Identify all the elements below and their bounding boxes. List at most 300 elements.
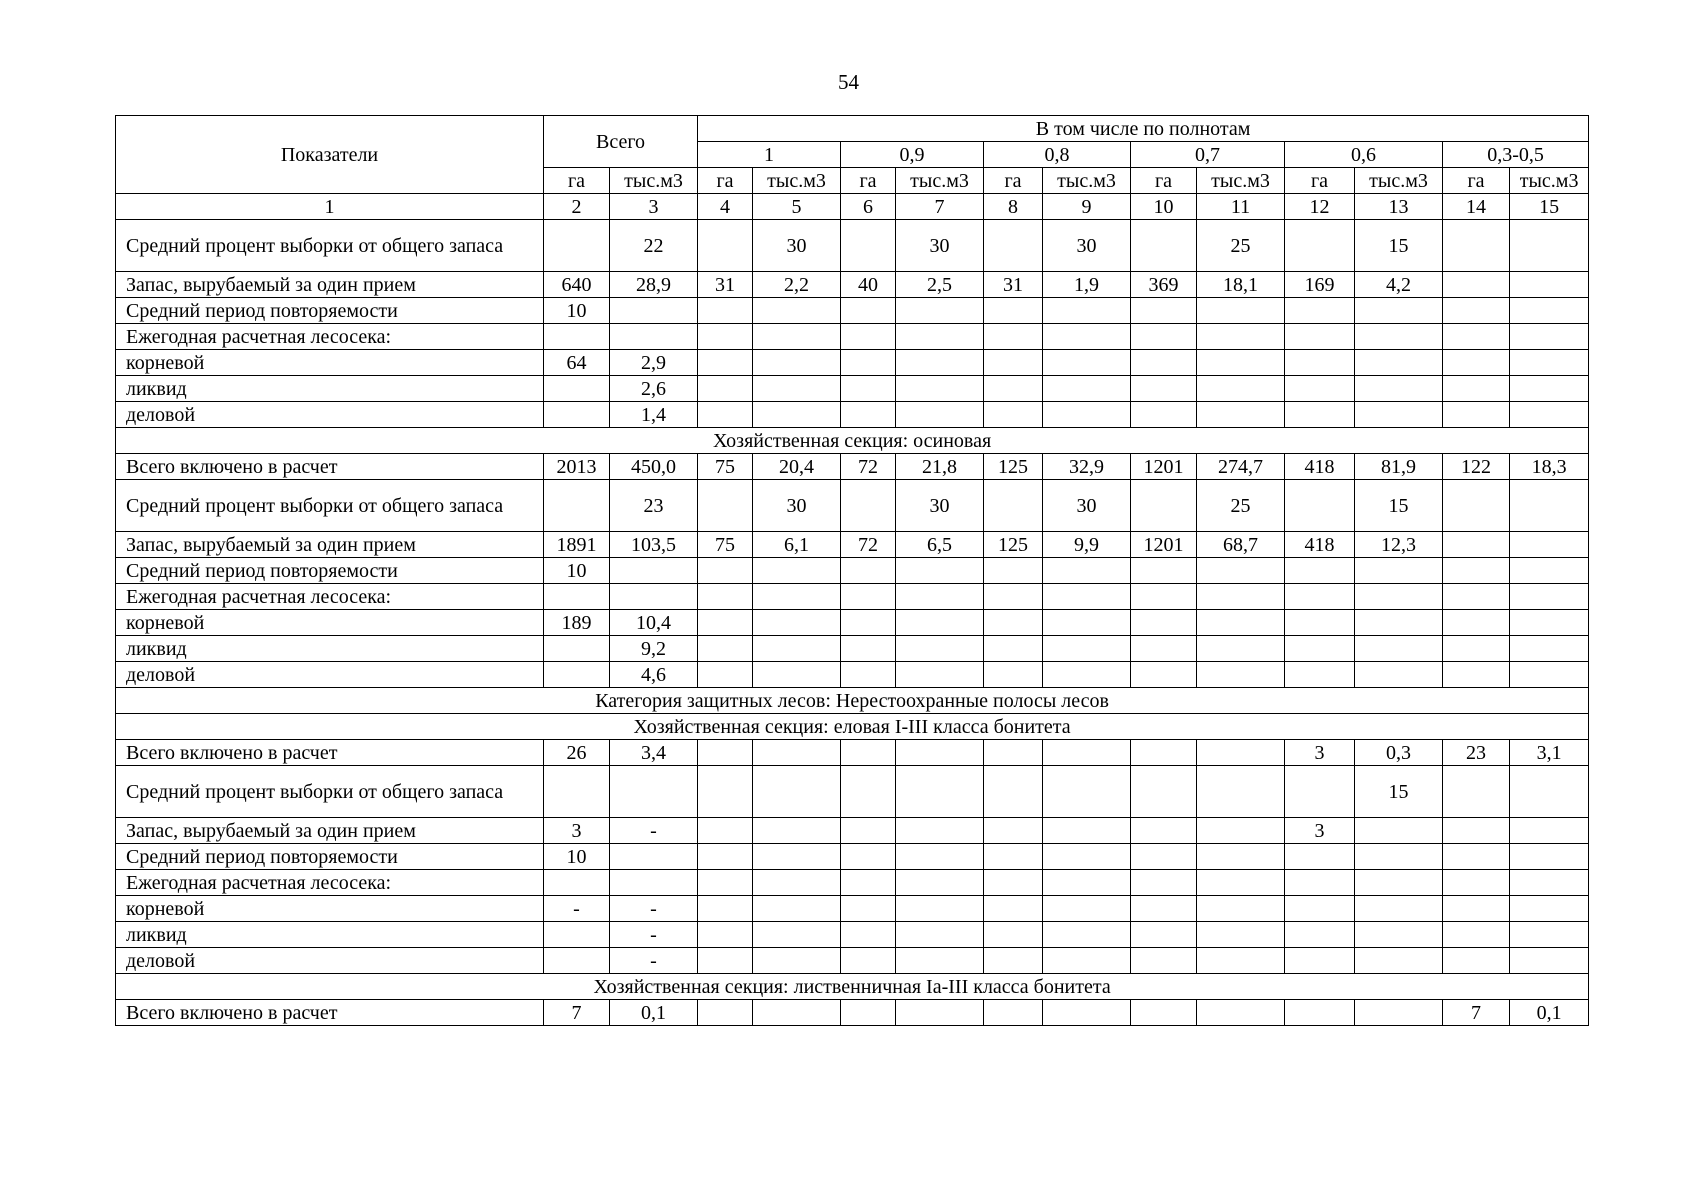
- header-density-group: 0,9: [841, 142, 984, 168]
- table-cell: [896, 610, 984, 636]
- table-cell: [841, 402, 896, 428]
- table-cell: [698, 818, 753, 844]
- table-row: [116, 532, 1589, 558]
- table-cell: [544, 948, 610, 974]
- table-cell: [1285, 844, 1355, 870]
- header-density-group: 0,6: [1285, 142, 1443, 168]
- table-cell: [698, 480, 753, 532]
- table-cell: [1043, 818, 1131, 844]
- table-cell: [1443, 402, 1510, 428]
- row-label: Средний период повторяемости: [116, 844, 544, 870]
- table-cell: 3,1: [1510, 740, 1589, 766]
- header-column-number: 10: [1131, 194, 1197, 220]
- table-cell: 15: [1355, 480, 1443, 532]
- table-cell: [698, 870, 753, 896]
- table-cell: [1443, 610, 1510, 636]
- row-label: Всего включено в расчет: [116, 454, 544, 480]
- table-cell: 12,3: [1355, 532, 1443, 558]
- table-cell: 2013: [544, 454, 610, 480]
- header-unit: га: [1285, 168, 1355, 194]
- table-cell: [1043, 896, 1131, 922]
- table-cell: [1131, 480, 1197, 532]
- table-cell: [698, 324, 753, 350]
- table-cell: [1510, 376, 1589, 402]
- table-cell: [841, 870, 896, 896]
- table-body: [116, 220, 1589, 1026]
- table-cell: [1355, 662, 1443, 688]
- table-cell: [544, 766, 610, 818]
- table-cell: [1510, 298, 1589, 324]
- table-cell: 10: [544, 844, 610, 870]
- table-cell: [1131, 818, 1197, 844]
- table-cell: [1285, 584, 1355, 610]
- header-indicators: Показатели: [116, 116, 544, 194]
- table-cell: [753, 948, 841, 974]
- table-cell: [896, 662, 984, 688]
- header-unit: тыс.м3: [896, 168, 984, 194]
- row-label: ликвид: [116, 636, 544, 662]
- table-cell: [896, 376, 984, 402]
- table-cell: 30: [896, 220, 984, 272]
- table-cell: [698, 740, 753, 766]
- table-cell: 450,0: [610, 454, 698, 480]
- table-row: [116, 402, 1589, 428]
- table-cell: 3: [544, 818, 610, 844]
- table-cell: [1510, 584, 1589, 610]
- table-cell: [698, 584, 753, 610]
- table-cell: [1510, 532, 1589, 558]
- header-column-number: 8: [984, 194, 1043, 220]
- table-cell: [984, 376, 1043, 402]
- table-cell: 18,3: [1510, 454, 1589, 480]
- table-cell: [753, 636, 841, 662]
- table-cell: [984, 558, 1043, 584]
- table-cell: [984, 948, 1043, 974]
- table-cell: [1355, 324, 1443, 350]
- header-density-group: 0,3-0,5: [1443, 142, 1589, 168]
- section-title: Хозяйственная секция: осиновая: [116, 428, 1589, 454]
- table-cell: [1131, 558, 1197, 584]
- table-cell: 15: [1355, 220, 1443, 272]
- table-cell: [1355, 558, 1443, 584]
- table-cell: 23: [610, 480, 698, 532]
- table-cell: [1197, 896, 1285, 922]
- table-row: [116, 610, 1589, 636]
- header-unit: тыс.м3: [1197, 168, 1285, 194]
- table-row: [116, 324, 1589, 350]
- table-cell: [1355, 844, 1443, 870]
- table-cell: 4,6: [610, 662, 698, 688]
- table-cell: [1510, 480, 1589, 532]
- table-cell: [698, 766, 753, 818]
- table-row: [116, 844, 1589, 870]
- header-column-number: 6: [841, 194, 896, 220]
- table-cell: [1510, 324, 1589, 350]
- table-cell: [1443, 220, 1510, 272]
- section-title: Категория защитных лесов: Нерестоохранные полосы лесов: [116, 688, 1589, 714]
- table-cell: 9,9: [1043, 532, 1131, 558]
- table-cell: [753, 922, 841, 948]
- table-cell: 81,9: [1355, 454, 1443, 480]
- table-cell: [1197, 844, 1285, 870]
- table-cell: [1043, 324, 1131, 350]
- table-cell: 0,1: [610, 1000, 698, 1026]
- table-cell: 2,6: [610, 376, 698, 402]
- table-cell: 3: [1285, 818, 1355, 844]
- table-cell: [1355, 870, 1443, 896]
- table-cell: [1131, 610, 1197, 636]
- section-row: [116, 688, 1589, 714]
- table-cell: [1131, 844, 1197, 870]
- table-cell: 10,4: [610, 610, 698, 636]
- table-cell: [896, 766, 984, 818]
- table-cell: [896, 1000, 984, 1026]
- section-row: [116, 428, 1589, 454]
- table-cell: [896, 870, 984, 896]
- table-cell: [698, 376, 753, 402]
- row-label: Средний процент выборки от общего запаса: [116, 480, 544, 532]
- table-row: [116, 350, 1589, 376]
- table-cell: [1443, 324, 1510, 350]
- table-cell: [753, 610, 841, 636]
- table-cell: [1043, 766, 1131, 818]
- table-cell: [841, 818, 896, 844]
- table-cell: [896, 584, 984, 610]
- row-label: корневой: [116, 350, 544, 376]
- table-cell: 125: [984, 454, 1043, 480]
- table-cell: [1197, 558, 1285, 584]
- table-row: [116, 584, 1589, 610]
- table-cell: 640: [544, 272, 610, 298]
- row-label: Средний период повторяемости: [116, 298, 544, 324]
- table-cell: [1443, 532, 1510, 558]
- table-cell: [544, 662, 610, 688]
- table-cell: [984, 610, 1043, 636]
- table-cell: 30: [1043, 480, 1131, 532]
- table-cell: 7: [544, 1000, 610, 1026]
- header-column-number: 12: [1285, 194, 1355, 220]
- table-cell: 1201: [1131, 454, 1197, 480]
- table-row: [116, 896, 1589, 922]
- table-cell: [984, 298, 1043, 324]
- table-cell: [1043, 584, 1131, 610]
- table-cell: [896, 402, 984, 428]
- table-cell: [841, 636, 896, 662]
- table-cell: [1285, 220, 1355, 272]
- table-cell: [1197, 766, 1285, 818]
- table-cell: [1355, 896, 1443, 922]
- table-cell: [544, 376, 610, 402]
- table-cell: [753, 662, 841, 688]
- table-cell: 1891: [544, 532, 610, 558]
- table-cell: [841, 896, 896, 922]
- table-cell: [610, 324, 698, 350]
- table-cell: [1285, 402, 1355, 428]
- table-cell: 20,4: [753, 454, 841, 480]
- header-column-numbers-row: [116, 194, 1589, 220]
- table-cell: [698, 844, 753, 870]
- table-cell: 2,5: [896, 272, 984, 298]
- table-cell: [841, 298, 896, 324]
- table-cell: [984, 584, 1043, 610]
- table-cell: [698, 402, 753, 428]
- table-cell: [753, 558, 841, 584]
- table-cell: [841, 740, 896, 766]
- table-cell: 418: [1285, 454, 1355, 480]
- header-unit: тыс.м3: [1355, 168, 1443, 194]
- table-cell: [1043, 740, 1131, 766]
- table-cell: [1285, 948, 1355, 974]
- table-cell: [753, 324, 841, 350]
- table-cell: [1131, 740, 1197, 766]
- table-cell: [610, 584, 698, 610]
- table-cell: [1043, 870, 1131, 896]
- table-cell: [1510, 766, 1589, 818]
- table-cell: [841, 1000, 896, 1026]
- table-cell: 30: [1043, 220, 1131, 272]
- table-cell: [1197, 298, 1285, 324]
- table-cell: [1355, 298, 1443, 324]
- table-cell: [1131, 402, 1197, 428]
- table-cell: [698, 1000, 753, 1026]
- table-cell: [1443, 948, 1510, 974]
- table-cell: [1510, 220, 1589, 272]
- table-cell: [1510, 610, 1589, 636]
- table-cell: [544, 870, 610, 896]
- table-cell: -: [610, 896, 698, 922]
- table-cell: [1285, 610, 1355, 636]
- table-cell: -: [610, 948, 698, 974]
- table-cell: [1443, 922, 1510, 948]
- header-row-1: [116, 116, 1589, 142]
- table-cell: [1043, 558, 1131, 584]
- table-cell: [1285, 922, 1355, 948]
- table-cell: [1510, 272, 1589, 298]
- row-label: Ежегодная расчетная лесосека:: [116, 324, 544, 350]
- table-cell: [1197, 870, 1285, 896]
- table-cell: [896, 922, 984, 948]
- table-cell: -: [544, 896, 610, 922]
- table-cell: [1443, 350, 1510, 376]
- table-cell: [984, 636, 1043, 662]
- table-cell: [841, 584, 896, 610]
- table-cell: [1131, 298, 1197, 324]
- table-cell: [1510, 558, 1589, 584]
- table-cell: [1197, 350, 1285, 376]
- table-cell: 72: [841, 532, 896, 558]
- header-unit: га: [544, 168, 610, 194]
- table-cell: [753, 350, 841, 376]
- header-unit: тыс.м3: [610, 168, 698, 194]
- table-cell: [1285, 480, 1355, 532]
- table-cell: [1510, 844, 1589, 870]
- table-cell: [1355, 376, 1443, 402]
- table-cell: 1,9: [1043, 272, 1131, 298]
- table-cell: [544, 922, 610, 948]
- table-cell: [1510, 636, 1589, 662]
- table-cell: 15: [1355, 766, 1443, 818]
- table-cell: [698, 636, 753, 662]
- table-row: [116, 272, 1589, 298]
- table-cell: 28,9: [610, 272, 698, 298]
- table-cell: [984, 896, 1043, 922]
- table-cell: [698, 610, 753, 636]
- table-cell: [1131, 376, 1197, 402]
- table-cell: 169: [1285, 272, 1355, 298]
- table-cell: [1197, 948, 1285, 974]
- table-cell: [1131, 870, 1197, 896]
- table-row: [116, 740, 1589, 766]
- table-cell: [544, 636, 610, 662]
- table-cell: [1355, 610, 1443, 636]
- table-cell: [610, 844, 698, 870]
- table-cell: [1443, 844, 1510, 870]
- table-cell: [1197, 922, 1285, 948]
- table-cell: -: [610, 818, 698, 844]
- table-cell: [896, 818, 984, 844]
- table-row: [116, 636, 1589, 662]
- header-unit: га: [984, 168, 1043, 194]
- table-cell: [1197, 740, 1285, 766]
- table-cell: [698, 662, 753, 688]
- table-cell: [1355, 402, 1443, 428]
- table-cell: [1443, 376, 1510, 402]
- table-cell: [1131, 324, 1197, 350]
- table-cell: [753, 402, 841, 428]
- table-cell: [1355, 948, 1443, 974]
- table-row: [116, 922, 1589, 948]
- table-cell: [984, 220, 1043, 272]
- table-cell: [753, 1000, 841, 1026]
- header-column-number: 7: [896, 194, 984, 220]
- row-label: ликвид: [116, 922, 544, 948]
- table-cell: [984, 1000, 1043, 1026]
- table-cell: [1443, 584, 1510, 610]
- table-cell: [1355, 818, 1443, 844]
- table-cell: [896, 844, 984, 870]
- table-cell: [1043, 922, 1131, 948]
- table-cell: [1043, 636, 1131, 662]
- table-cell: 30: [753, 220, 841, 272]
- table-cell: [698, 220, 753, 272]
- table-cell: 10: [544, 298, 610, 324]
- table-cell: [841, 948, 896, 974]
- table-cell: [841, 766, 896, 818]
- table-cell: [984, 870, 1043, 896]
- table-cell: [698, 558, 753, 584]
- table-cell: [896, 896, 984, 922]
- table-cell: 4,2: [1355, 272, 1443, 298]
- table-cell: [984, 480, 1043, 532]
- table-cell: [1285, 766, 1355, 818]
- table-cell: 64: [544, 350, 610, 376]
- header-density-group: 0,7: [1131, 142, 1285, 168]
- table-cell: [841, 324, 896, 350]
- table-cell: [1355, 636, 1443, 662]
- table-cell: [1443, 298, 1510, 324]
- table-cell: 2,9: [610, 350, 698, 376]
- table-cell: [1285, 1000, 1355, 1026]
- table-cell: 3,4: [610, 740, 698, 766]
- header-column-number: 9: [1043, 194, 1131, 220]
- table-cell: 75: [698, 532, 753, 558]
- row-label: Запас, вырубаемый за один прием: [116, 532, 544, 558]
- table-cell: 0,1: [1510, 1000, 1589, 1026]
- table-cell: [841, 558, 896, 584]
- table-row: [116, 948, 1589, 974]
- table-cell: [1510, 948, 1589, 974]
- row-label: деловой: [116, 402, 544, 428]
- table-cell: 32,9: [1043, 454, 1131, 480]
- table-cell: [1043, 1000, 1131, 1026]
- table-cell: [753, 766, 841, 818]
- row-label: Ежегодная расчетная лесосека:: [116, 584, 544, 610]
- table-cell: [841, 220, 896, 272]
- table-cell: [544, 324, 610, 350]
- table-row: [116, 662, 1589, 688]
- header-unit: га: [1443, 168, 1510, 194]
- table-cell: [544, 480, 610, 532]
- table-cell: [1510, 662, 1589, 688]
- table-cell: [896, 298, 984, 324]
- table-cell: 1201: [1131, 532, 1197, 558]
- table-cell: 18,1: [1197, 272, 1285, 298]
- section-title: Хозяйственная секция: лиственничная Iа-III класса бонитета: [116, 974, 1589, 1000]
- table-row: [116, 1000, 1589, 1026]
- table-cell: [1510, 402, 1589, 428]
- table-cell: [1131, 584, 1197, 610]
- table-cell: [896, 636, 984, 662]
- table-cell: [984, 350, 1043, 376]
- table-cell: [753, 818, 841, 844]
- table-cell: [841, 376, 896, 402]
- table-cell: [984, 766, 1043, 818]
- table-cell: 0,3: [1355, 740, 1443, 766]
- table-cell: [1043, 844, 1131, 870]
- table-cell: [1443, 766, 1510, 818]
- table-cell: [1043, 402, 1131, 428]
- table-cell: [841, 480, 896, 532]
- table-cell: [1131, 220, 1197, 272]
- table-cell: [1285, 376, 1355, 402]
- row-label: Ежегодная расчетная лесосека:: [116, 870, 544, 896]
- table-cell: [896, 948, 984, 974]
- table-cell: 30: [753, 480, 841, 532]
- table-row: [116, 298, 1589, 324]
- table-cell: 25: [1197, 480, 1285, 532]
- row-label: Средний процент выборки от общего запаса: [116, 766, 544, 818]
- table-cell: [1443, 558, 1510, 584]
- table-cell: [896, 558, 984, 584]
- table-cell: [1443, 662, 1510, 688]
- table-cell: [753, 740, 841, 766]
- table-cell: [1131, 896, 1197, 922]
- table-cell: 369: [1131, 272, 1197, 298]
- section-row: [116, 714, 1589, 740]
- table-cell: 103,5: [610, 532, 698, 558]
- table-cell: [1043, 350, 1131, 376]
- header-density-group: 1: [698, 142, 841, 168]
- table-cell: [1285, 896, 1355, 922]
- header-unit: га: [841, 168, 896, 194]
- table-row: [116, 454, 1589, 480]
- table-cell: [1443, 870, 1510, 896]
- table-cell: [1355, 922, 1443, 948]
- table-cell: [1285, 662, 1355, 688]
- header-unit: га: [698, 168, 753, 194]
- table-cell: [698, 922, 753, 948]
- forest-table: [115, 115, 1589, 1026]
